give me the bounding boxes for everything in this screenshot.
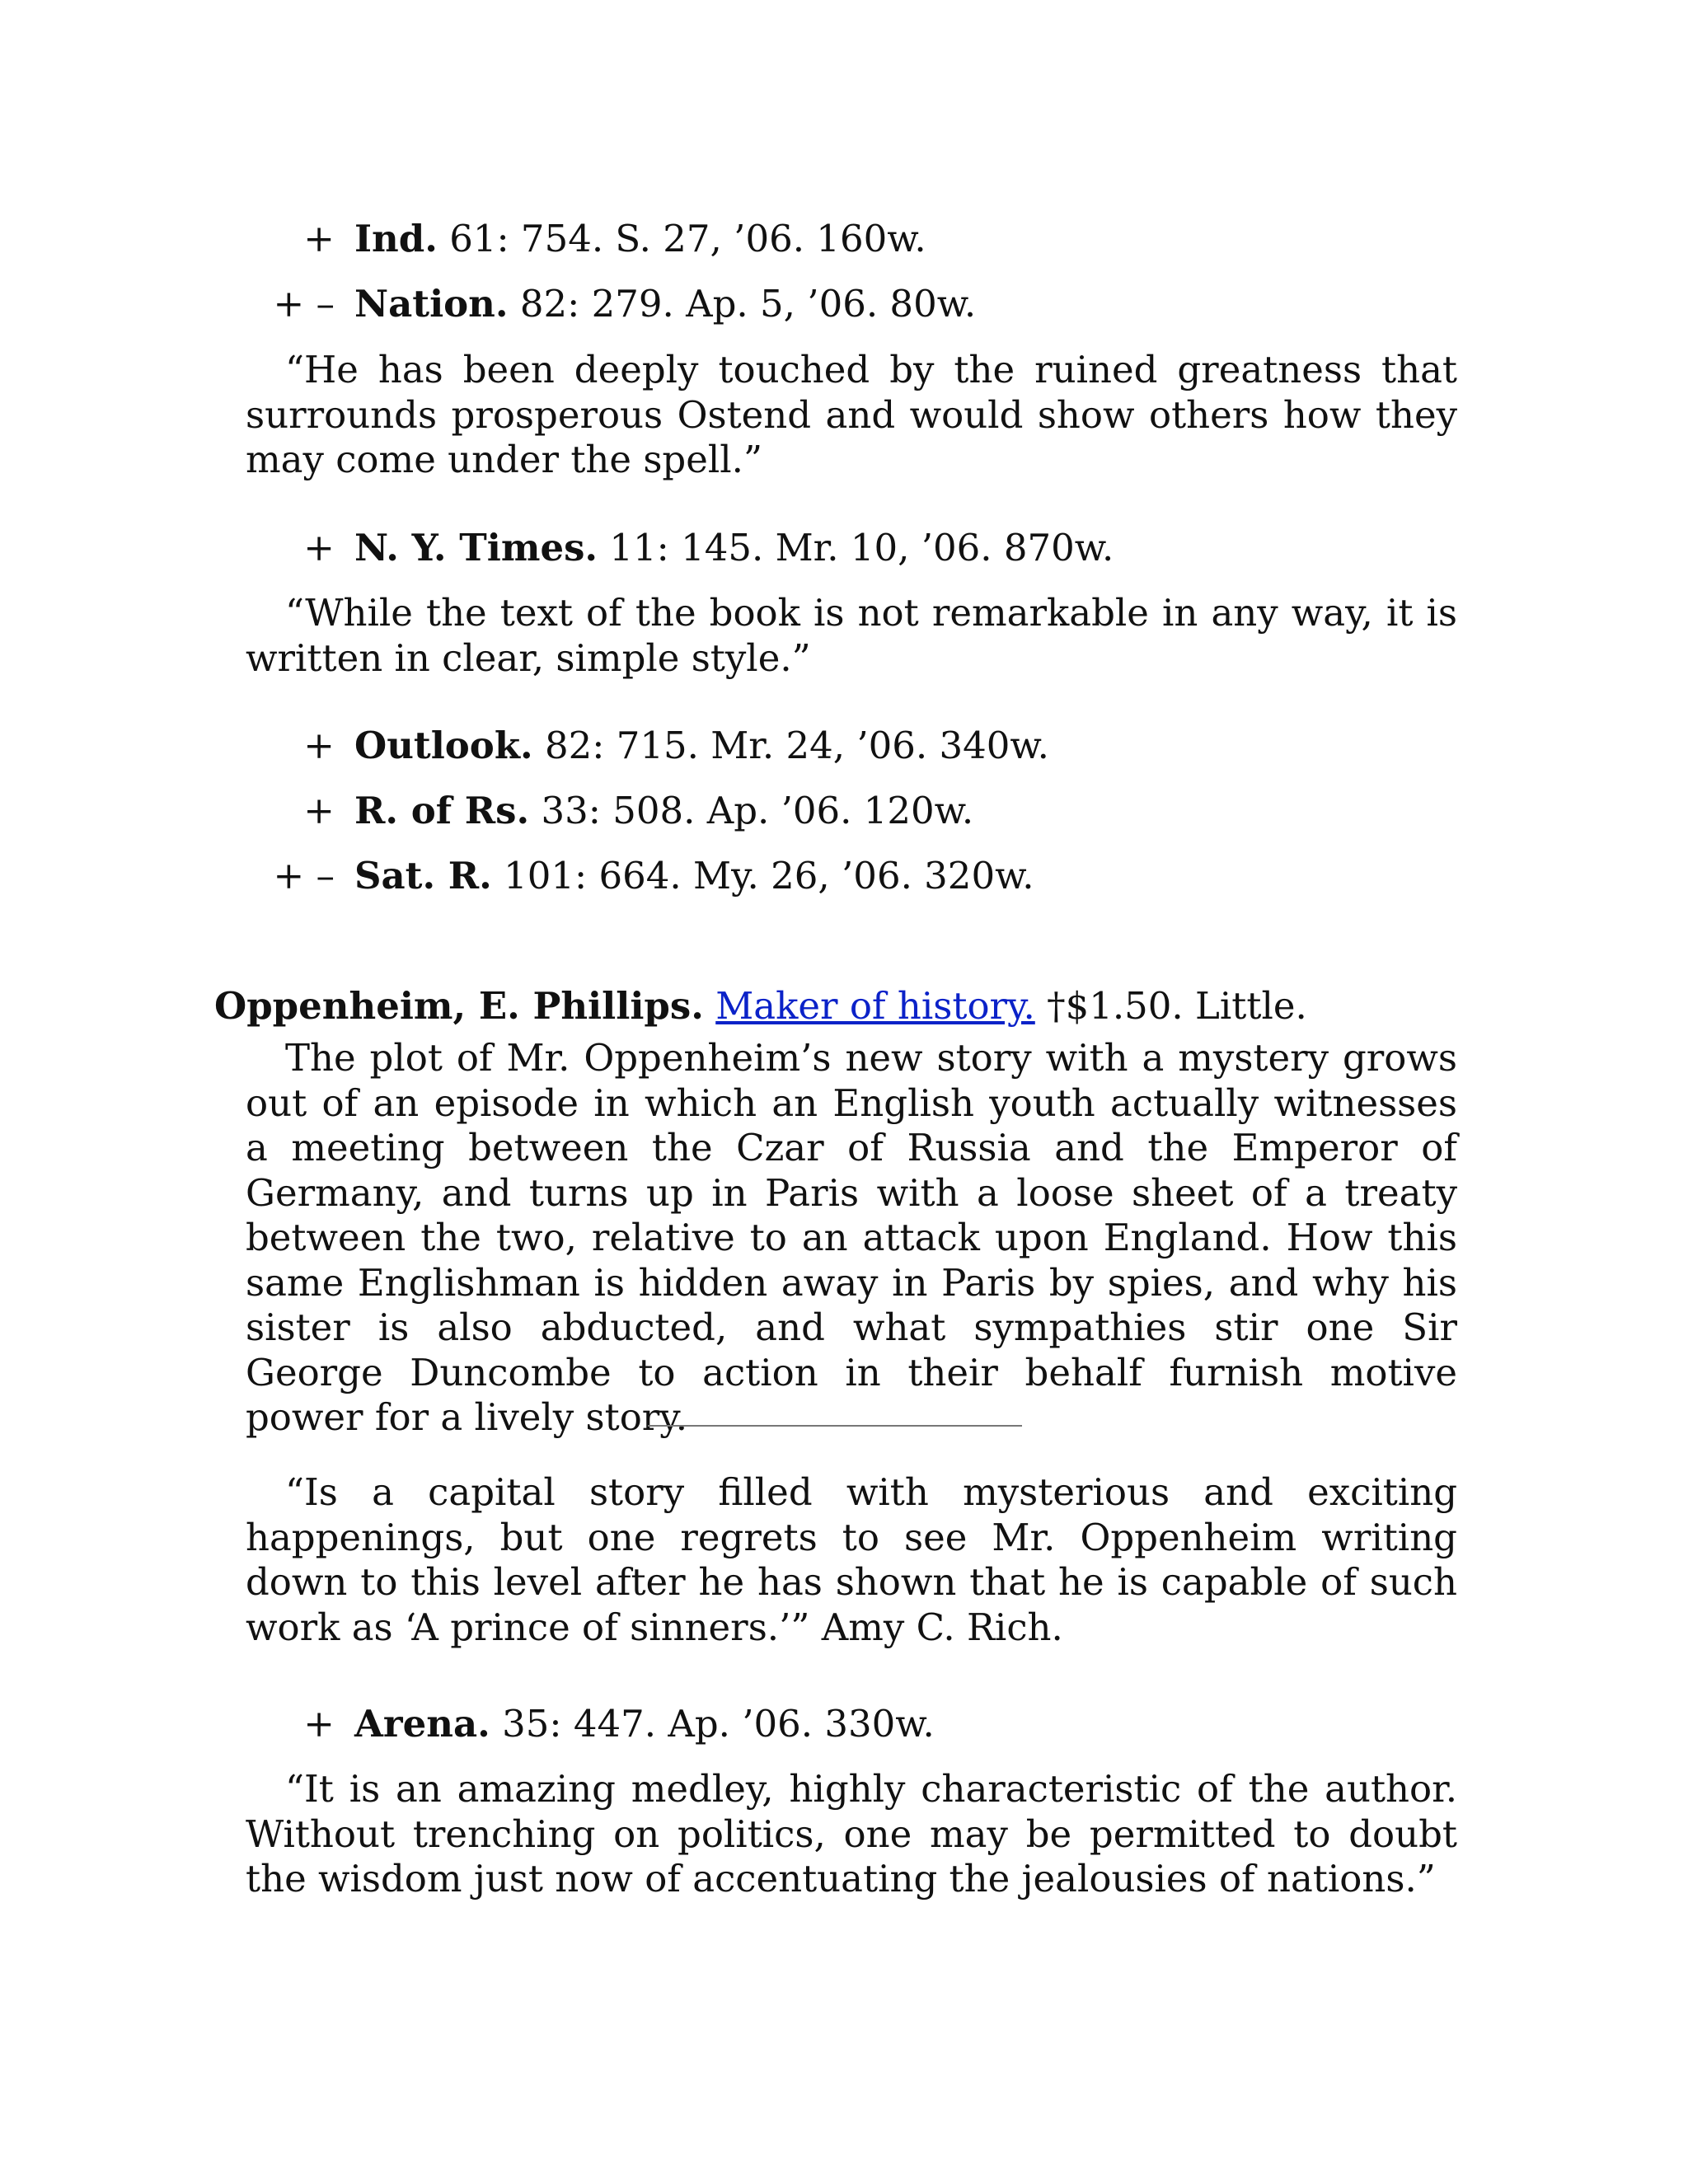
review-source: Arena. [354,1702,490,1746]
review-mark: + – [273,854,335,898]
review-quote: “It is an amazing medley, highly characteristic of the author. Without trenching on politics, one may be permitted to doubt the wisdom just now of accentuating the jealousies of nations.” [246,1767,1457,1900]
section-divider [648,1425,1022,1427]
review-citation [354,853,1034,899]
entry-title-link[interactable]: Maker of history. [715,984,1035,1028]
review-mark: + [303,789,335,832]
review-details: 35: 447. Ap. ’06. 330w. [490,1702,935,1746]
review-quote: “Is a capital story filled with mysterious and exciting happenings, but one regrets to see Mr. Oppenheim writing down to this level after he has shown that he is capable of such work as ‘A prince of sinners.’” Amy C. Rich. [246,1470,1457,1649]
review-source: Ind. [354,217,438,260]
review-citation [354,525,1114,571]
review-mark: + [303,217,335,260]
review-details: 82: 715. Mr. 24, ’06. 340w. [532,724,1049,767]
review-source: N. Y. Times. [354,526,598,569]
review-citation [354,281,976,327]
review-quote: “He has been deeply touched by the ruined greatness that surrounds prosperous Ostend and would show others how they may come under the spell.” [246,348,1457,481]
review-mark: + [303,724,335,767]
review-source: Sat. R. [354,854,492,898]
review-citation [354,1701,935,1747]
review-citation [354,788,973,834]
entry-price-publisher: †$1.50. Little. [1034,984,1307,1028]
review-mark: + [303,526,335,569]
review-source: Nation. [354,282,509,326]
review-details: 101: 664. My. 26, ’06. 320w. [491,854,1034,898]
review-quote: “While the text of the book is not remarkable in any way, it is written in clear, simple style.” [246,591,1457,680]
review-details: 33: 508. Ap. ’06. 120w. [529,789,974,832]
entry-summary: The plot of Mr. Oppenheim’s new story with a mystery grows out of an episode in which an English youth actually witnesses a meeting between the Czar of Russia and the Emperor of Germany, and turns up in Paris with a loose sheet of a treaty between the two, relative to an attack upon England. How this same Englishman is hidden away in Paris by spies, and why his sister is also abducted, and what sympathies stir one Sir George Duncombe to action in their behalf furnish motive power for a lively story. [246,1036,1457,1439]
review-details: 82: 279. Ap. 5, ’06. 80w. [508,282,977,326]
review-citation [354,216,926,262]
review-citation [354,723,1049,769]
review-source: Outlook. [354,724,533,767]
review-mark: + [303,1702,335,1746]
entry-author: Oppenheim, E. Phillips. [214,984,704,1028]
review-details: 61: 754. S. 27, ’06. 160w. [437,217,926,260]
review-source: R. of Rs. [354,789,530,832]
review-details: 11: 145. Mr. 10, ’06. 870w. [598,526,1114,569]
entry-header [214,983,1307,1029]
review-mark: + – [273,282,335,326]
